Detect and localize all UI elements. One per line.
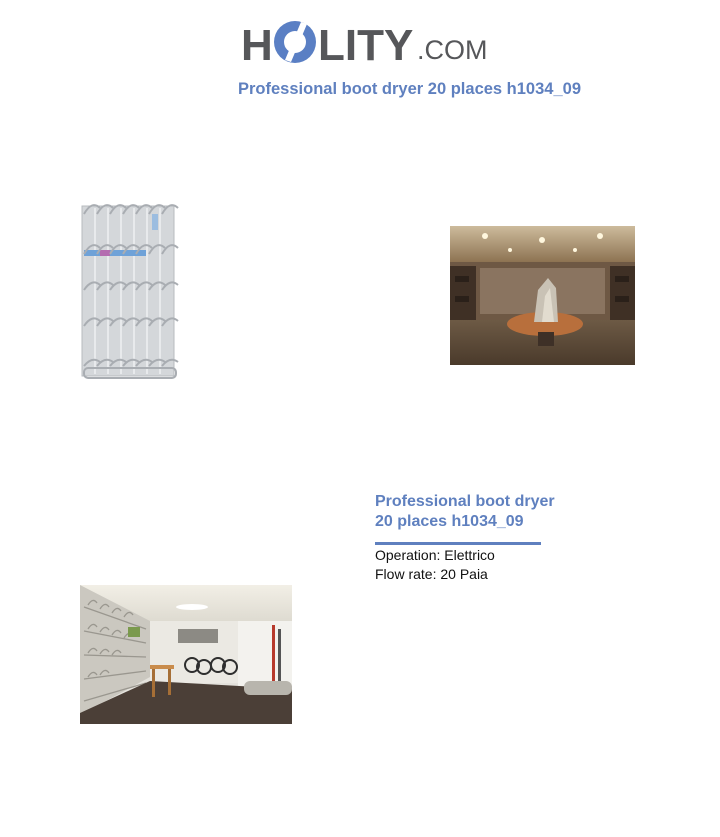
product-title-line-1: Professional boot dryer [375, 493, 555, 510]
spec-operation-value: Elettrico [444, 547, 495, 563]
spec-operation-label: Operation [375, 547, 437, 563]
product-photo-boot-dryer [78, 198, 184, 382]
logo-letters-lity: LITY [318, 21, 414, 70]
spec-flow-rate-label: Flow rate [375, 566, 433, 582]
holity-logo [241, 12, 488, 70]
spec-flow-rate: Flow rate: 20 Paia [375, 566, 488, 582]
product-title-line-2: 20 places h1034_09 [375, 513, 524, 530]
product-title [375, 492, 595, 532]
spec-operation: Operation: Elettrico [375, 547, 495, 563]
title-underline [375, 542, 541, 545]
room-photo-stone-centerpiece [450, 226, 635, 365]
logo-ring-icon [271, 18, 319, 66]
logo-letter-h: H [241, 21, 273, 70]
spec-flow-rate-value: 20 Paia [440, 566, 488, 582]
room-photo-ski-room [80, 585, 292, 724]
document-title: Professional boot dryer 20 places h1034_09 [238, 80, 581, 98]
logo-com: .COM [417, 35, 488, 65]
